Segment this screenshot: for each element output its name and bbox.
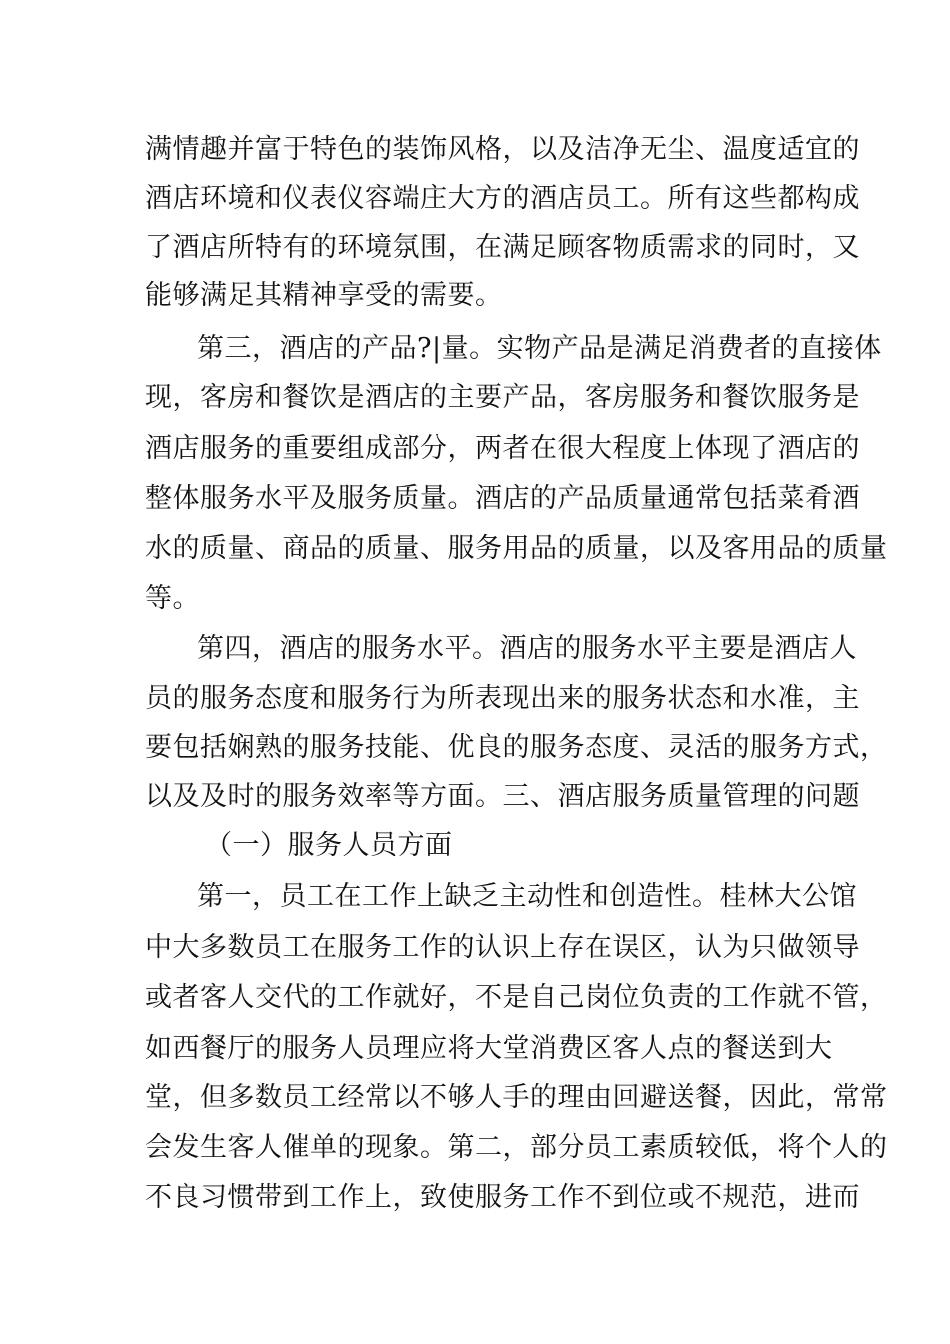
text-line: 能够满足其精神享受的需要。 xyxy=(145,280,503,311)
text-line: 等。 xyxy=(145,583,200,614)
text-line: 员的服务态度和服务行为所表现出来的服务状态和水准，主 xyxy=(145,683,860,714)
text-line: 整体服务水平及服务质量。酒店的产品质量通常包括菜肴酒 xyxy=(145,483,860,514)
paragraph-start-line: 第一，员工在工作上缺乏主动性和创造性。桂林大公馆 xyxy=(197,881,857,912)
section-heading: （一）服务人员方面 xyxy=(205,830,453,861)
text-line: 水的质量、商品的质量、服务用品的质量，以及客用品的质量 xyxy=(145,533,888,564)
text-line: 中大多数员工在服务工作的认识上存在误区，认为只做领导 xyxy=(145,932,860,963)
text-line: 酒店环境和仪表仪容端庄大方的酒店员工。所有这些都构成 xyxy=(145,183,860,214)
text-line: 要包括娴熟的服务技能、优良的服务态度、灵活的服务方式， xyxy=(145,732,888,763)
text-line: 满情趣并富于特色的装饰风格，以及洁净无尘、温度适宜的 xyxy=(145,134,860,165)
paragraph-start-line: 第三，酒店的产品?|量。实物产品是满足消费者的直接体 xyxy=(197,333,882,364)
text-line: 了酒店所特有的环境氛围，在满足顾客物质需求的同时，又 xyxy=(145,232,860,263)
text-line: 堂，但多数员工经常以不够人手的理由回避送餐，因此，常常 xyxy=(145,1082,888,1113)
text-line: 酒店服务的重要组成部分，两者在很大程度上体现了酒店的 xyxy=(145,433,860,464)
text-line: 会发生客人催单的现象。第二，部分员工素质较低，将个人的 xyxy=(145,1132,888,1163)
text-line: 如西餐厅的服务人员理应将大堂消费区客人点的餐送到大 xyxy=(145,1033,833,1064)
text-line: 现，客房和餐饮是酒店的主要产品，客房服务和餐饮服务是 xyxy=(145,382,860,413)
text-line: 以及及时的服务效率等方面。三、酒店服务质量管理的问题 xyxy=(145,781,860,812)
paragraph-start-line: 第四，酒店的服务水平。酒店的服务水平主要是酒店人 xyxy=(197,633,857,664)
text-line: 不良习惯带到工作上，致使服务工作不到位或不规范，进而 xyxy=(145,1182,860,1213)
text-line: 或者客人交代的工作就好，不是自己岗位负责的工作就不管， xyxy=(145,982,888,1013)
